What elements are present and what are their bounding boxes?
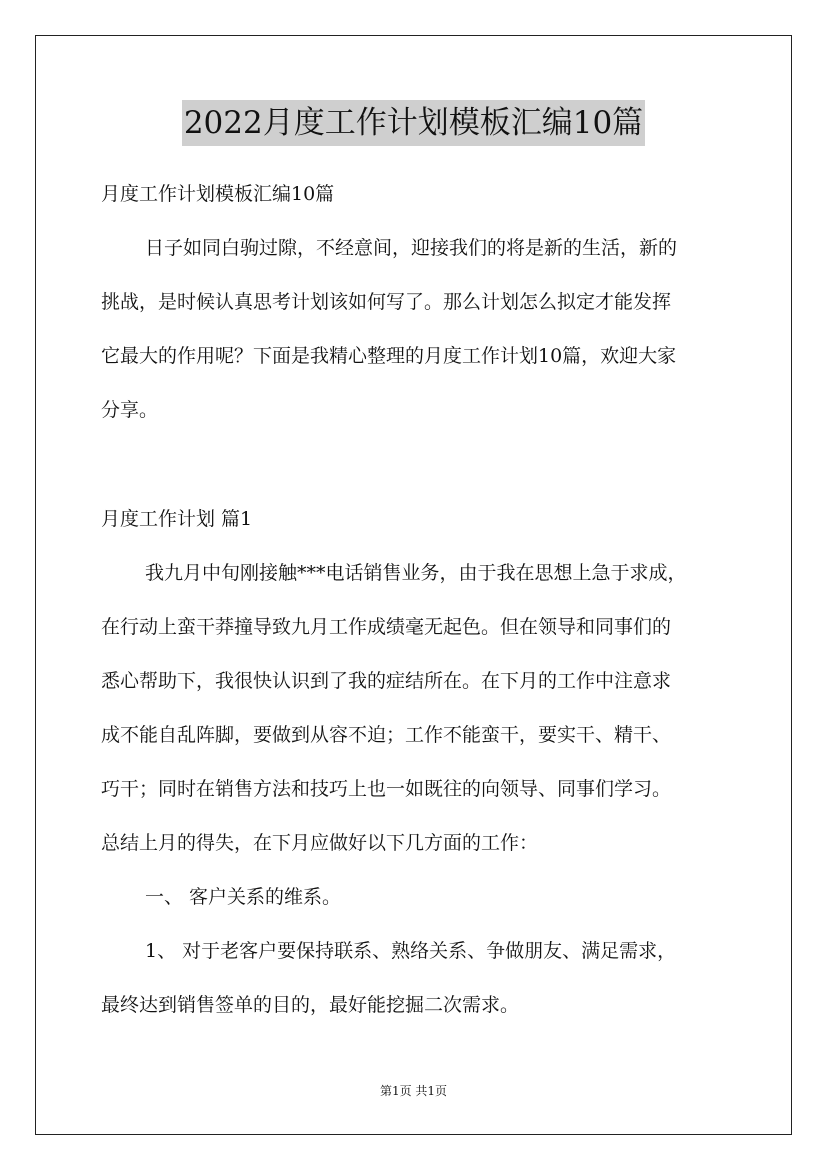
- body-line: 悉心帮助下，我很快认识到了我的症结所在。在下月的工作中注意求: [101, 670, 672, 692]
- body-line: 成不能自乱阵脚，要做到从容不迫；工作不能蛮干，要实干、精干、: [101, 724, 672, 746]
- body-line: 在行动上蛮干莽撞导致九月工作成绩毫无起色。但在领导和同事们的: [101, 616, 672, 638]
- body-line: 巧干；同时在销售方法和技巧上也一如既往的向领导、同事们学习。: [101, 778, 672, 800]
- intro-line: 它最大的作用呢？下面是我精心整理的月度工作计划10篇，欢迎大家: [101, 345, 677, 367]
- intro-line: 分享。: [101, 399, 159, 421]
- body-line: 总结上月的得失，在下月应做好以下几方面的工作：: [101, 832, 539, 854]
- item-line: 1、 对于老客户要保持联系、熟络关系、争做朋友、满足需求，: [145, 940, 677, 962]
- item-heading: 一、 客户关系的维系。: [145, 886, 342, 908]
- document-title: 2022月度工作计划模板汇编10篇: [182, 100, 645, 146]
- body-line: 我九月中旬刚接触***电话销售业务，由于我在思想上急于求成，: [145, 562, 687, 584]
- subtitle: 月度工作计划模板汇编10篇: [101, 183, 335, 205]
- item-line: 最终达到销售签单的目的，最好能挖掘二次需求。: [101, 994, 520, 1016]
- intro-line: 挑战，是时候认真思考计划该如何写了。那么计划怎么拟定才能发挥: [101, 291, 672, 313]
- section-heading: 月度工作计划 篇1: [101, 508, 253, 530]
- title-container: [0, 100, 827, 146]
- page-footer: 第1页 共1页: [379, 1084, 448, 1098]
- intro-line: 日子如同白驹过隙，不经意间，迎接我们的将是新的生活，新的: [145, 237, 678, 259]
